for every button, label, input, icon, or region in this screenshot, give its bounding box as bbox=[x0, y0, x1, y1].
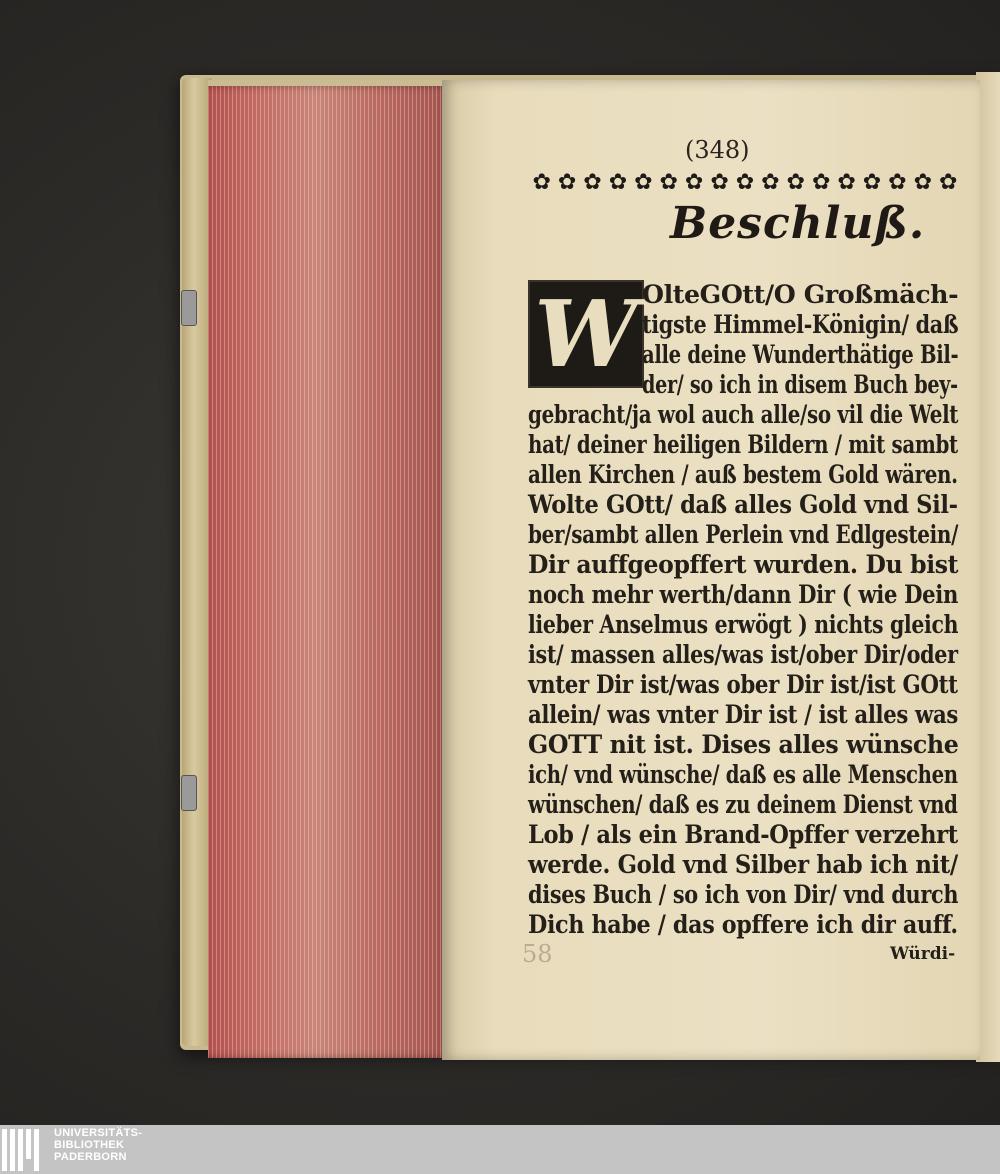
text-line: Wolte GOtt/ daß alles Gold vnd Sil- bbox=[528, 490, 958, 519]
text-line: wünschen/ daß es zu deinem Dienst vnd bbox=[528, 790, 958, 819]
text-line: werde. Gold vnd Silber hab ich nit/ bbox=[528, 850, 958, 879]
ornament-flower-icon: ✿ bbox=[761, 170, 780, 195]
clasp-top bbox=[181, 290, 197, 326]
ornament-flower-icon: ✿ bbox=[659, 170, 678, 195]
library-line-1: UNIVERSITÄTS- bbox=[54, 1127, 143, 1139]
text-line: GOTT nit ist. Dises alles wünsche bbox=[528, 730, 959, 759]
ornament-flower-icon: ✿ bbox=[557, 170, 577, 195]
ornament-flower-icon: ✿ bbox=[938, 170, 958, 195]
text-line: ich/ vnd wünsche/ daß es alle Menschen bbox=[528, 760, 958, 789]
text-line: der/ so ich in disem Buch bey- bbox=[642, 370, 958, 399]
ornament-flower-icon: ✿ bbox=[608, 170, 628, 195]
ornament-flower-icon: ✿ bbox=[913, 170, 933, 195]
text-line: vnter Dir ist/was ober Dir ist/ist GOtt bbox=[528, 670, 958, 699]
ornament-flower-icon: ✿ bbox=[811, 170, 831, 195]
ornament-flower-icon: ✿ bbox=[735, 170, 755, 195]
red-page-edges bbox=[208, 86, 448, 1058]
text-line: ber/sambt allen Perlein vnd Edlgestein/ bbox=[528, 520, 959, 549]
page-number: (348) bbox=[685, 136, 750, 164]
text-line: Dich habe / das opffere ich dir auff. bbox=[528, 910, 958, 939]
library-line-3: PADERBORN bbox=[54, 1151, 127, 1163]
ornament-flower-icon: ✿ bbox=[684, 170, 704, 195]
catchword: Würdi- bbox=[890, 944, 956, 964]
text-line: allen Kirchen / auß bestem Gold wären. bbox=[528, 460, 958, 489]
text-line: Lob / als ein Brand-Opffer verzehrt bbox=[528, 820, 958, 849]
decorated-initial bbox=[528, 280, 644, 388]
clasp-bottom bbox=[181, 775, 197, 811]
text-line: OlteGOtt/O Großmäch- bbox=[642, 280, 959, 309]
text-line: alle deine Wunderthätige Bil- bbox=[642, 340, 959, 369]
ornament-flower-icon: ✿ bbox=[862, 170, 882, 195]
text-line: dises Buch / so ich von Dir/ vnd durch bbox=[528, 880, 959, 909]
text-line: tigste Himmel-Königin/ daß bbox=[642, 310, 959, 339]
text-line: gebracht/ja wol auch alle/so vil die Welt bbox=[528, 400, 959, 429]
text-line: lieber Anselmus erwögt ) nichts gleich bbox=[528, 610, 959, 639]
text-line: allein/ was vnter Dir ist / ist alles was bbox=[528, 700, 958, 729]
ornament-band bbox=[530, 168, 960, 198]
library-logo-icon bbox=[2, 1129, 46, 1171]
ornament-flower-icon: ✿ bbox=[786, 170, 805, 195]
library-name bbox=[54, 1127, 142, 1163]
text-line: hat/ deiner heiligen Bildern / mit sambt bbox=[528, 430, 958, 459]
ornament-flower-icon: ✿ bbox=[710, 170, 729, 195]
text-line: Dir auffgeopffert wurden. Du bist bbox=[528, 550, 959, 579]
library-stamp: 58 bbox=[522, 940, 553, 968]
ornament-flower-icon: ✿ bbox=[583, 170, 602, 195]
library-line-2: BIBLIOTHEK bbox=[54, 1139, 125, 1151]
initial-letter: W bbox=[534, 280, 638, 388]
footer-bar bbox=[0, 1125, 1000, 1174]
text-line: ist/ massen alles/was ist/ober Dir/oder bbox=[528, 640, 958, 669]
ornament-flower-icon: ✿ bbox=[837, 170, 856, 195]
ornament-flower-icon: ✿ bbox=[634, 170, 653, 195]
page-heading: Beschluß. bbox=[670, 198, 926, 249]
ornament-flower-icon: ✿ bbox=[888, 170, 907, 195]
ornament-flower-icon: ✿ bbox=[532, 170, 551, 195]
text-line: noch mehr werth/dann Dir ( wie Dein bbox=[528, 580, 959, 609]
